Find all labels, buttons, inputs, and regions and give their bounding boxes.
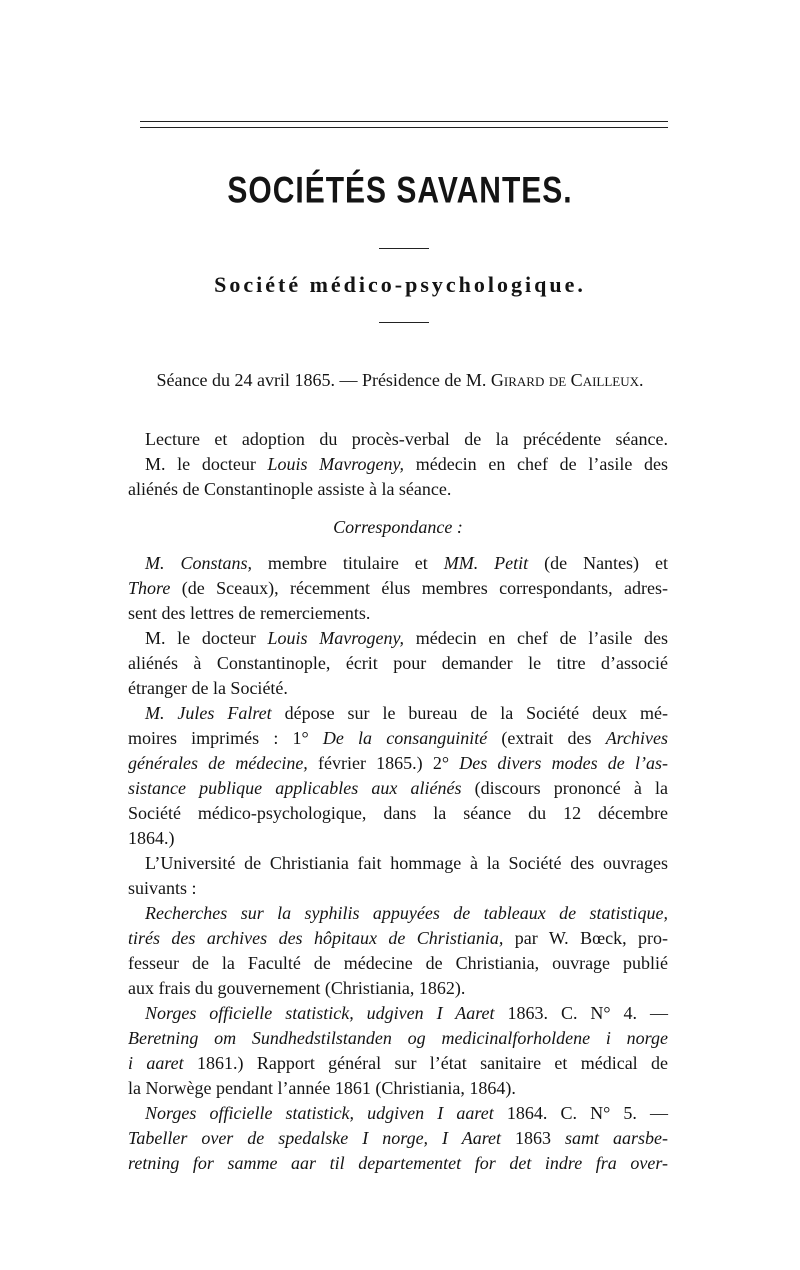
text-line: tirés des archives des hôpitaux de Christiania, par W. Bœck, pro- [128, 928, 668, 948]
text-line: aliénés à Constantinople, écrit pour demander le titre d’associé [128, 653, 668, 673]
text-line: aliénés de Constantinople assiste à la séance. [128, 479, 452, 499]
text-line: moires imprimés : 1° De la consanguinité (extrait des Archives [128, 728, 668, 748]
text-line: Recherches sur la syphilis appuyées de tableaux de statistique, [145, 903, 668, 923]
text-line: générales de médecine, février 1865.) 2° Des divers modes de l’as- [128, 753, 668, 773]
text-line: 1864.) [128, 828, 175, 848]
text-line: Lecture et adoption du procès-verbal de la précédente séance. [145, 429, 668, 449]
section-subtitle: Société médico-psychologique. [214, 272, 586, 297]
text-line: sent des lettres de remerciements. [128, 603, 371, 623]
text-line: retning for samme aar til departementet for det indre fra over- [128, 1153, 668, 1173]
page-title: SOCIÉTÉS SAVANTES. [227, 170, 573, 212]
top-rule-thin [140, 127, 668, 128]
text-line: Correspondance : [333, 517, 463, 537]
text-line: Beretning om Sundhedstilstanden og medicinalforholdene i norge [128, 1028, 668, 1048]
text-line: Thore (de Sceaux), récemment élus membres correspondants, adres- [128, 578, 668, 598]
separator-rule [379, 248, 429, 249]
text-line: Tabeller over de spedalske I norge, I Aaret 1863 samt aarsbe- [128, 1128, 669, 1148]
text-line: M. le docteur Louis Mavrogeny, médecin en chef de l’asile des [145, 628, 669, 648]
text-line: la Norwège pendant l’année 1861 (Christiania, 1864). [128, 1078, 516, 1098]
text-line: fesseur de la Faculté de médecine de Christiania, ouvrage publié [128, 953, 668, 973]
text-line: M. Jules Falret dépose sur le bureau de la Société deux mé- [145, 703, 668, 723]
text-line: sistance publique applicables aux aliénés (discours prononcé à la [128, 778, 668, 798]
text-line: Norges officielle statistick, udgiven I Aaret 1863. C. N° 4. — [145, 1003, 669, 1023]
text-line: suivants : [128, 878, 197, 898]
session-prefix: Séance du 24 avril 1865. — Présidence de M. [156, 370, 487, 390]
text-line: L’Université de Christiania fait hommage à la Société des ouvrages [145, 853, 668, 873]
text-line: Société médico-psychologique, dans la séance du 12 décembre [128, 803, 668, 823]
text-line: M. le docteur Louis Mavrogeny, médecin en chef de l’asile des [145, 454, 669, 474]
text-line: Norges officielle statistick, udgiven I aaret 1864. C. N° 5. — [145, 1103, 669, 1123]
top-rule [140, 121, 668, 122]
text-line: étranger de la Société. [128, 678, 288, 698]
text-line: M. Constans, membre titulaire et MM. Petit (de Nantes) et [145, 553, 668, 573]
separator-rule [379, 322, 429, 323]
text-line: i aaret 1861.) Rapport général sur l’état sanitaire et médical de [128, 1053, 669, 1073]
text-line: aux frais du gouvernement (Christiania, 1862). [128, 978, 466, 998]
president-name: Girard de Cailleux. [490, 370, 644, 390]
session-heading [0, 370, 800, 391]
